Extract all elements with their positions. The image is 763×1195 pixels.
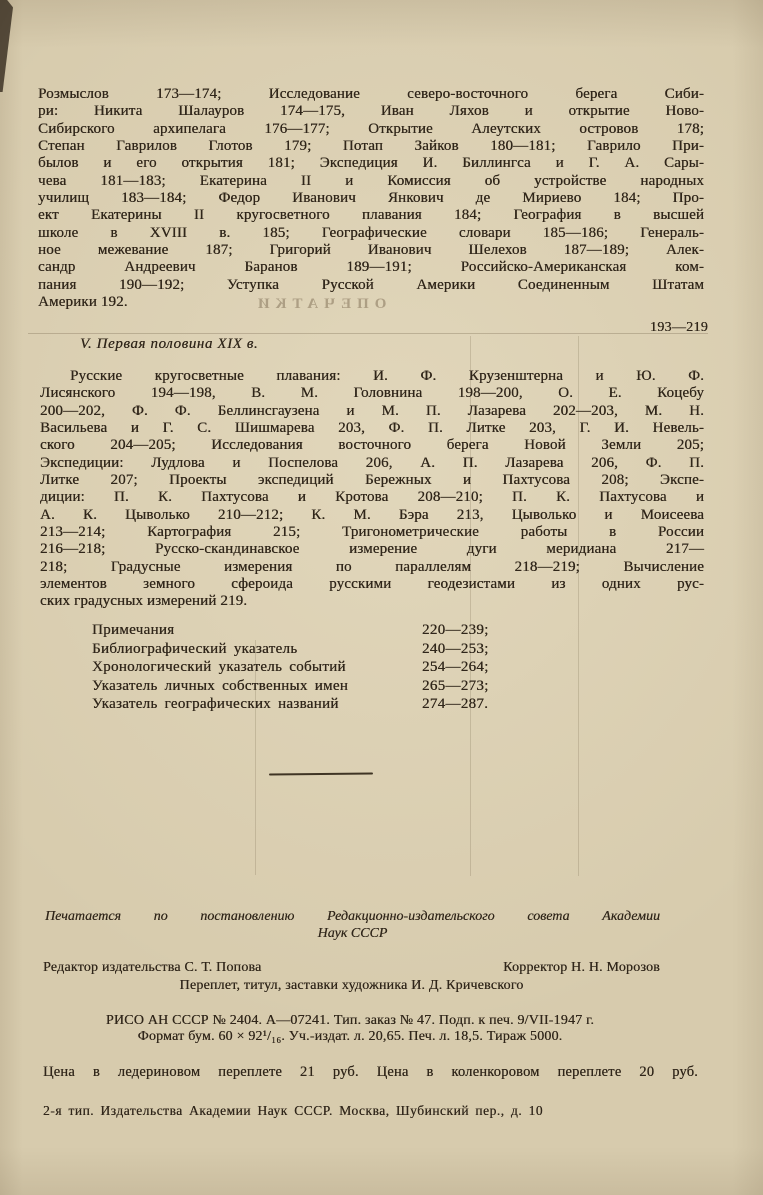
toc-line: Розмыслов 173—174; Исследование северо-восточного берега Сиби-	[38, 86, 704, 102]
corrector-credit: Корректор Н. Н. Морозов	[503, 960, 660, 975]
toc-line: училищ 183—184; Федор Иванович Янкович де Мириево 184; Про-	[38, 190, 704, 207]
toc-line: Америки 192.	[38, 294, 128, 311]
item-pages: 274—287.	[422, 696, 489, 713]
price-line: Цена в ледериновом переплете 21 руб. Цена в коленкоровом переплете 20 руб.	[43, 1064, 698, 1080]
toc-line: Васильева и Г. С. Шишмарева 203, Ф. П. Литке 203, Г. И. Невель-	[40, 420, 704, 437]
toc-line: ских градусных измерений 219.	[40, 593, 248, 610]
imprint-note-line: Наук СССР	[317, 926, 388, 941]
toc-line: ского 204—205; Исследования восточного берега Новой Земли 205;	[40, 437, 704, 454]
list-item	[92, 659, 652, 678]
credits-row	[43, 960, 660, 976]
printer-line: 2-я тип. Издательства Академии Наук СССР. Москва, Шубинский пер., д. 10	[43, 1103, 544, 1118]
toc-line: чева 181—183; Екатерина II и Комиссия об устройстве народных	[38, 172, 704, 189]
list-item	[92, 696, 652, 715]
riso-line-2: Формат бум. 60 × 92¹/₁₆. Уч.-издат. л. 20,65. Печ. л. 18,5. Тираж 5000.	[137, 1029, 563, 1044]
imprint-note	[45, 908, 660, 942]
section-heading: V. Первая половина XIX в.	[80, 336, 259, 352]
showthrough-errata-text: ОПЕЧАТКИ	[252, 296, 387, 312]
toc-line: 213—214; Картография 215; Тригонометрические работы в России	[40, 524, 704, 541]
toc-line: былов и его открытия 181; Экспедиция И. Биллингса и Г. А. Сары-	[38, 155, 704, 172]
item-label: Указатель географических названий	[92, 696, 339, 713]
divider-rule	[269, 773, 373, 776]
riso-line-1: РИСО АН СССР № 2404. А—07241. Тип. заказ № 47. Подп. к печ. 9/VII-1947 г.	[105, 1013, 595, 1028]
toc-line: пания 190—192; Уступка Русской Америки Соединенным Штатам	[38, 276, 704, 293]
section-paragraph	[40, 368, 704, 611]
toc-line: Степан Гаврилов Глотов 179; Потап Зайков 180—181; Гаврило При-	[38, 138, 704, 155]
item-pages: 240—253;	[422, 640, 489, 657]
toc-line: А. К. Цыволько 210—212; К. М. Бэра 213, Цыволько и Моисеева	[40, 506, 704, 523]
toc-line: школе в XVIII в. 185; Географические словари 185—186; Генераль-	[38, 224, 704, 241]
toc-line: сандр Андреевич Баранов 189—191; Российско-Американская ком-	[38, 259, 704, 276]
toc-line: 216—218; Русско-скандинавское измерение дуги меридиана 217—	[40, 541, 704, 558]
toc-line: ное межевание 187; Григорий Иванович Шелехов 187—189; Алек-	[38, 242, 704, 259]
item-label: Указатель личных собственных имен	[92, 677, 349, 694]
toc-line: элементов земного сфероида русскими геодезистами из одних рус-	[40, 576, 704, 593]
toc-line: Литке 207; Проекты экспедиций Бережных и Пахтусова 208; Экспе-	[40, 472, 704, 489]
backmatter-list	[92, 622, 652, 715]
list-item	[92, 641, 652, 660]
item-label: Хронологический указатель событий	[92, 659, 346, 676]
toc-continued-paragraph	[38, 86, 704, 311]
page-range-ref: 193—219	[649, 320, 708, 335]
toc-line: 218; Градусные измерения по параллелям 218—219; Вычисление	[40, 558, 704, 575]
scan-corner-shadow	[0, 0, 13, 92]
item-pages: 220—239;	[422, 622, 489, 638]
toc-line: ект Екатерины II кругосветного плавания 184; География в высшей	[38, 207, 704, 224]
artist-credit: Переплет, титул, заставки художника И. Д. Кричевского	[179, 978, 524, 993]
list-item	[92, 678, 652, 697]
toc-line: ри: Никита Шалауров 174—175, Иван Ляхов и открытие Ново-	[38, 103, 704, 120]
toc-line: Экспедиции: Лудлова и Поспелова 206, А. П. Лазарева 206, Ф. П.	[40, 454, 704, 471]
item-pages: 254—264;	[422, 659, 489, 676]
item-label: Примечания	[92, 622, 175, 638]
list-item	[92, 622, 652, 641]
imprint-note-line: Печатается по постановлению Редакционно-издательского совета Академии	[45, 909, 660, 924]
toc-line: Сибирского архипелага 176—177; Открытие Алеутских островов 178;	[38, 120, 704, 137]
riso-block	[30, 1013, 670, 1045]
toc-line: Лисянского 194—198, В. М. Головнина 198—200, О. Е. Коцебу	[40, 385, 704, 402]
toc-line: Русские кругосветные плавания: И. Ф. Крузенштерна и Ю. Ф.	[70, 368, 704, 384]
toc-line: 200—202, Ф. Ф. Беллинсгаузена и М. П. Лазарева 202—203, М. Н.	[40, 402, 704, 419]
item-label: Библиографический указатель	[92, 640, 298, 657]
item-pages: 265—273;	[422, 677, 489, 694]
toc-line: диции: П. К. Пахтусова и Кротова 208—210; П. К. Пахтусова и	[40, 489, 704, 506]
editor-credit: Редактор издательства С. Т. Попова	[43, 960, 262, 975]
